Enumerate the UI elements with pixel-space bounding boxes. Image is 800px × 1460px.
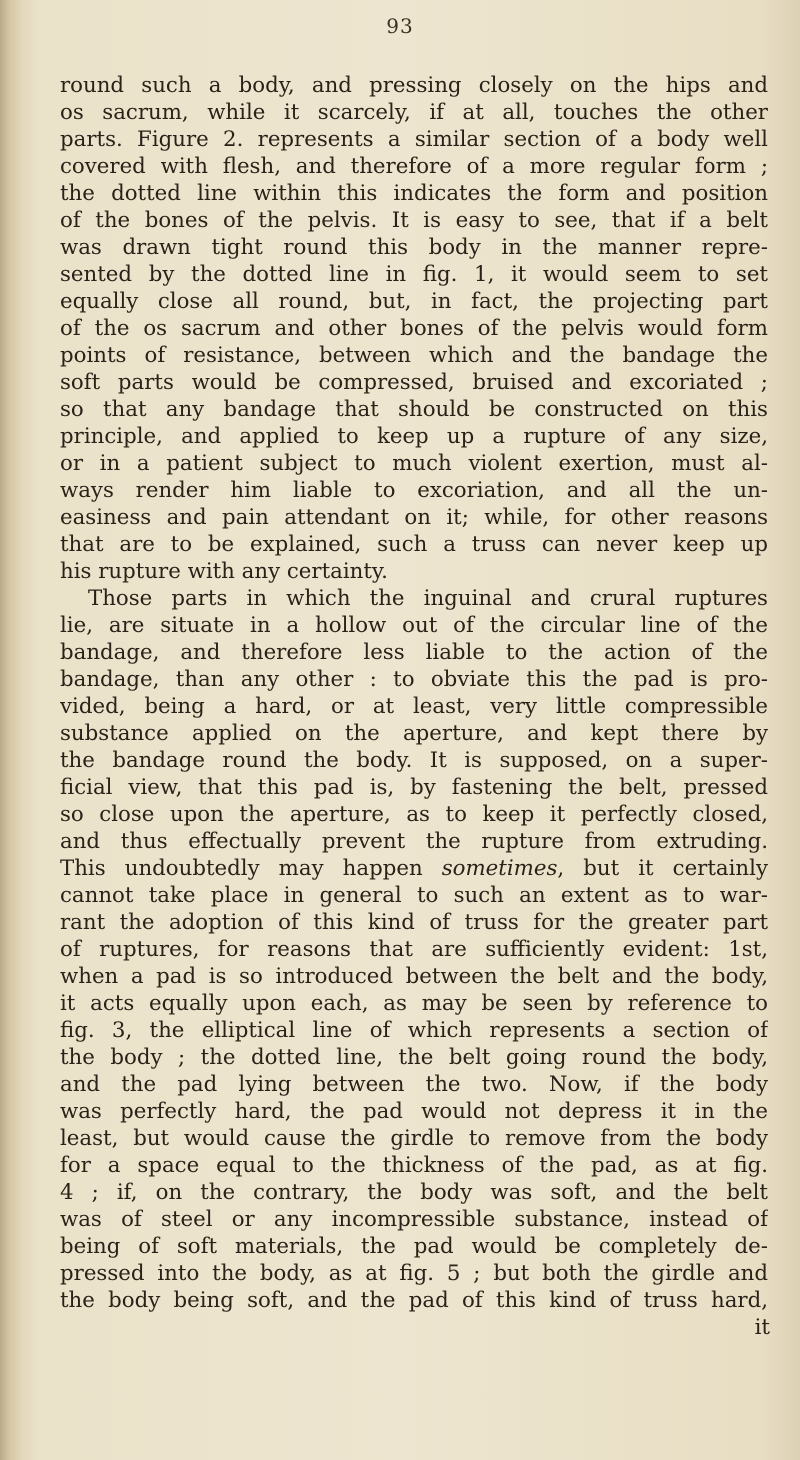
text-line: was drawn tight round this body in the manner repre- — [60, 235, 768, 260]
italic-word: sometimes — [441, 856, 558, 881]
text-line: the body ; the dotted line, the belt going round the body, — [60, 1045, 768, 1070]
text-line: of the os sacrum and other bones of the pelvis would form — [60, 316, 768, 341]
text-line: soft parts would be compressed, bruised and excoriated ; — [60, 370, 768, 395]
text-line: so that any bandage that should be constructed on this — [60, 397, 768, 422]
text-line: rant the adoption of this kind of truss for the greater part — [60, 910, 768, 935]
text-line: of ruptures, for reasons that are sufficiently evident: 1st, — [60, 937, 768, 962]
text-line: principle, and applied to keep up a rupture of any size, — [60, 424, 768, 449]
text-line: os sacrum, while it scarcely, if at all, touches the other — [60, 100, 768, 125]
text-line: it acts equally upon each, as may be seen by reference to — [60, 991, 768, 1016]
text-line: of the bones of the pelvis. It is easy to see, that if a belt — [60, 208, 768, 233]
text-line: bandage, than any other : to obviate this the pad is pro- — [60, 667, 768, 692]
text-segment: This undoubtedly may happen — [60, 856, 442, 881]
text-line: vided, being a hard, or at least, very little compressible — [60, 694, 768, 719]
text-line: bandage, and therefore less liable to the action of the — [60, 640, 768, 665]
text-line: fig. 3, the elliptical line of which represents a section of — [60, 1018, 768, 1043]
text-line: was of steel or any incompressible substance, instead of — [60, 1207, 768, 1232]
text-line: so close upon the aperture, as to keep it perfectly closed, — [60, 802, 768, 827]
text-line: easiness and pain attendant on it; while, for other reasons — [60, 505, 768, 530]
text-line: pressed into the body, as at fig. 5 ; but both the girdle and — [60, 1261, 768, 1286]
text-line: ways render him liable to excoriation, and all the un- — [60, 478, 768, 503]
text-line: when a pad is so introduced between the belt and the body, — [60, 964, 768, 989]
text-line: sented by the dotted line in fig. 1, it would seem to set — [60, 262, 768, 287]
text-line: that are to be explained, such a truss can never keep up — [60, 532, 768, 557]
text-line: the bandage round the body. It is supposed, on a super- — [60, 748, 768, 773]
text-line: ficial view, that this pad is, by fastening the belt, pressed — [60, 775, 768, 800]
catchword: it — [754, 1315, 770, 1340]
text-line: cannot take place in general to such an extent as to war- — [60, 883, 768, 908]
text-segment: , but it certainly — [557, 856, 768, 881]
page-number: 93 — [386, 14, 414, 38]
text-line: and the pad lying between the two. Now, if the body — [60, 1072, 768, 1097]
text-line: for a space equal to the thickness of the pad, as at fig. — [60, 1153, 768, 1178]
text-line: being of soft materials, the pad would be completely de- — [60, 1234, 768, 1259]
text-line: substance applied on the aperture, and kept there by — [60, 721, 768, 746]
text-line: lie, are situate in a hollow out of the circular line of the — [60, 613, 768, 638]
text-line: was perfectly hard, the pad would not depress it in the — [60, 1099, 768, 1124]
text-line: parts. Figure 2. represents a similar section of a body well — [60, 127, 768, 152]
paragraph-start-line: Those parts in which the inguinal and crural ruptures — [88, 586, 768, 611]
text-line: and thus effectually prevent the rupture from extruding. — [60, 829, 768, 854]
text-line-with-italic — [60, 855, 768, 882]
text-line: equally close all round, but, in fact, the projecting part — [60, 289, 768, 314]
text-line: the body being soft, and the pad of this kind of truss hard, — [60, 1288, 768, 1313]
text-line: covered with flesh, and therefore of a more regular form ; — [60, 154, 768, 179]
text-line: least, but would cause the girdle to remove from the body — [60, 1126, 768, 1151]
text-line: points of resistance, between which and the bandage the — [60, 343, 768, 368]
page-gutter-shadow — [0, 0, 22, 1460]
text-line: his rupture with any certainty. — [60, 559, 388, 584]
text-line: or in a patient subject to much violent exertion, must al- — [60, 451, 768, 476]
text-line: the dotted line within this indicates the form and position — [60, 181, 768, 206]
text-line: round such a body, and pressing closely on the hips and — [60, 73, 768, 98]
text-line: 4 ; if, on the contrary, the body was soft, and the belt — [60, 1180, 768, 1205]
